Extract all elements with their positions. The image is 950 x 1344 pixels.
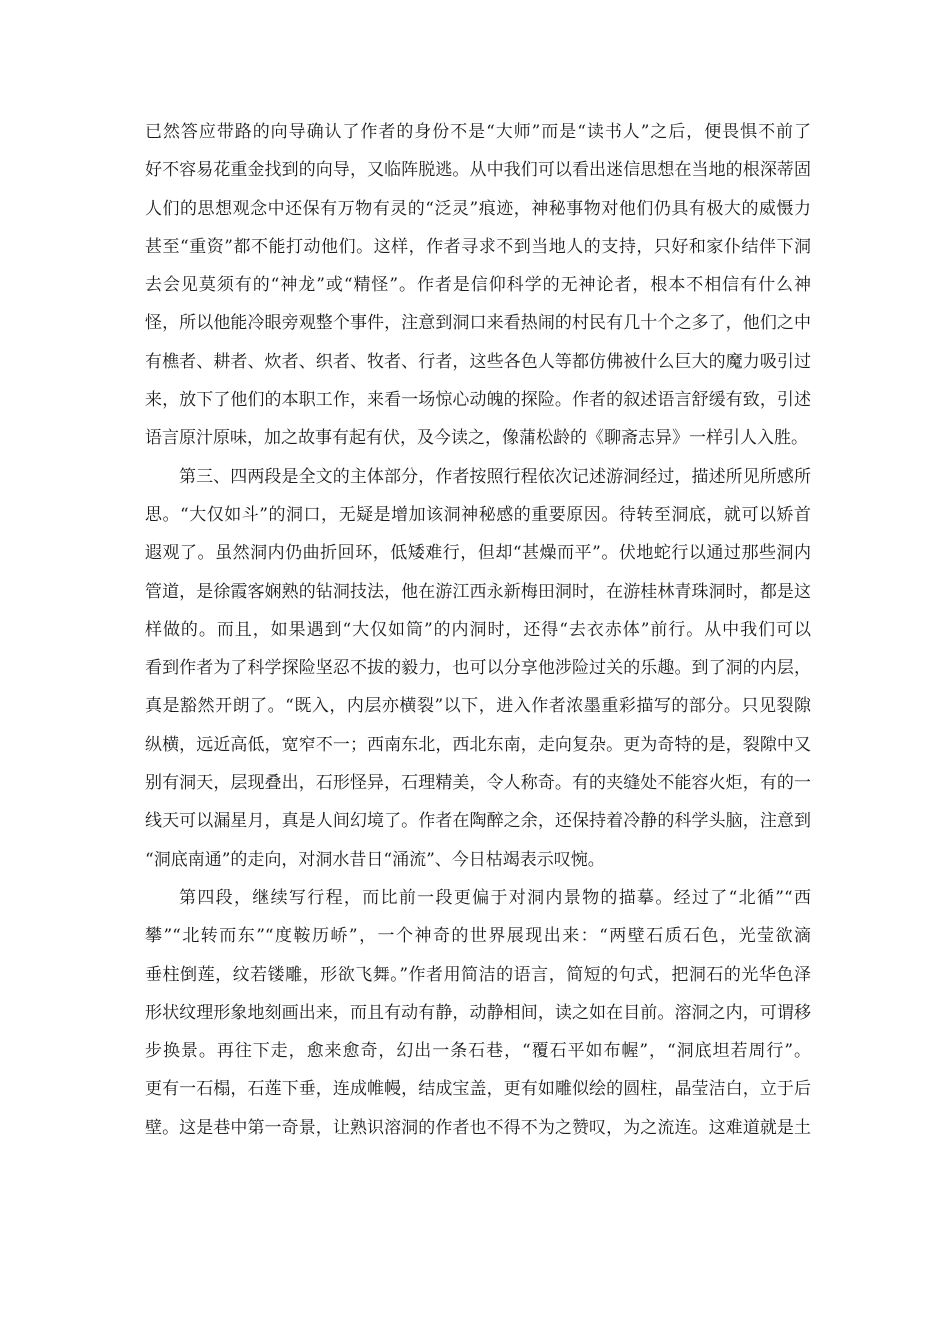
text-line: 管道，是徐霞客娴熟的钻洞技法，他在游江西永新梅田洞时，在游桂林青珠洞时，都是这 <box>145 581 811 602</box>
text-line: 样做的。而且，如果遇到“大仅如筒”的内洞时，还得“去衣赤体”前行。从中我们可以 <box>145 619 811 640</box>
paragraph-3 <box>145 879 811 1147</box>
text-line: 有樵者、耕者、炊者、织者、牧者、行者，这些各色人等都仿佛被什么巨大的魔力吸引过 <box>145 351 811 372</box>
text-line: 遐观了。虽然洞内仍曲折回环，低矮难行，但却“甚燥而平”。伏地蛇行以通过那些洞内 <box>145 543 811 564</box>
text-line: “洞底南通”的走向，对洞水昔日“涌流”、今日枯竭表示叹惋。 <box>145 849 605 870</box>
text-line: 来，放下了他们的本职工作，来看一场惊心动魄的探险。作者的叙述语言舒缓有致，引述 <box>145 390 811 411</box>
text-line: 别有洞天，层现叠出，石形怪异，石理精美，令人称奇。有的夹缝处不能容火炬，有的一 <box>145 773 811 794</box>
text-line: 纵横，远近高低，宽窄不一；西南东北，西北东南，走向复杂。更为奇特的是，裂隙中又 <box>145 734 811 755</box>
document-body <box>145 113 811 1147</box>
text-line: 更有一石榻，石莲下垂，连成帷幔，结成宝盖，更有如雕似绘的圆柱，晶莹洁白，立于后 <box>145 1079 811 1100</box>
text-line: 步换景。再往下走，愈来愈奇，幻出一条石巷，“覆石平如布幄”，“洞底坦若周行”。 <box>145 1041 811 1062</box>
text-line: 看到作者为了科学探险坚忍不拔的毅力，也可以分享他涉险过关的乐趣。到了洞的内层， <box>145 658 811 679</box>
text-line: 真是豁然开朗了。“既入，内层亦横裂”以下，进入作者浓墨重彩描写的部分。只见裂隙 <box>145 696 811 717</box>
text-line: 已然答应带路的向导确认了作者的身份不是“大师”而是“读书人”之后，便畏惧不前了 <box>145 122 811 142</box>
text-line: 第三、四两段是全文的主体部分，作者按照行程依次记述游洞经过，描述所见所感所 <box>179 466 811 487</box>
text-line: 去会见莫须有的“神龙”或“精怪”。作者是信仰科学的无神论者，根本不相信有什么神 <box>145 275 811 296</box>
text-line: 攀”“北转而东”“度鞍历峤”，一个神奇的世界展现出来：“两壁石质石色，光莹欲滴 <box>145 926 811 947</box>
text-line: 壁。这是巷中第一奇景，让熟识溶洞的作者也不得不为之赞叹，为之流连。这难道就是土 <box>145 1117 811 1138</box>
text-line: 垂柱倒莲，纹若镂雕，形欲飞舞。”作者用简洁的语言，简短的句式，把洞石的光华色泽 <box>145 964 811 985</box>
text-line: 人们的思想观念中还保有万物有灵的“泛灵”痕迹，神秘事物对他们仍具有极大的威慑力 <box>145 198 811 219</box>
text-line: 线天可以漏星月，真是人间幻境了。作者在陶醉之余，还保持着冷静的科学头脑，注意到 <box>145 811 811 832</box>
text-line: 思。“大仅如斗”的洞口，无疑是增加该洞神秘感的重要原因。待转至洞底，就可以矫首 <box>145 504 811 525</box>
text-line: 语言原汁原味，加之故事有起有伏，及今读之，像蒲松龄的《聊斋志异》一样引人入胜。 <box>145 428 808 449</box>
paragraph-2 <box>145 458 811 879</box>
text-line: 形状纹理形象地刻画出来，而且有动有静，动静相间，读之如在目前。溶洞之内，可谓移 <box>145 1002 811 1023</box>
paragraph-1 <box>145 113 811 458</box>
text-line: 好不容易花重金找到的向导，又临阵脱逃。从中我们可以看出迷信思想在当地的根深蒂固 <box>145 160 811 181</box>
text-line: 怪，所以他能冷眼旁观整个事件，注意到洞口来看热闹的村民有几十个之多了，他们之中 <box>145 313 811 334</box>
text-line: 甚至“重资”都不能打动他们。这样，作者寻求不到当地人的支持，只好和家仆结伴下洞 <box>145 236 811 257</box>
text-line: 第四段，继续写行程，而比前一段更偏于对洞内景物的描摹。经过了“北循”“西 <box>179 887 811 908</box>
